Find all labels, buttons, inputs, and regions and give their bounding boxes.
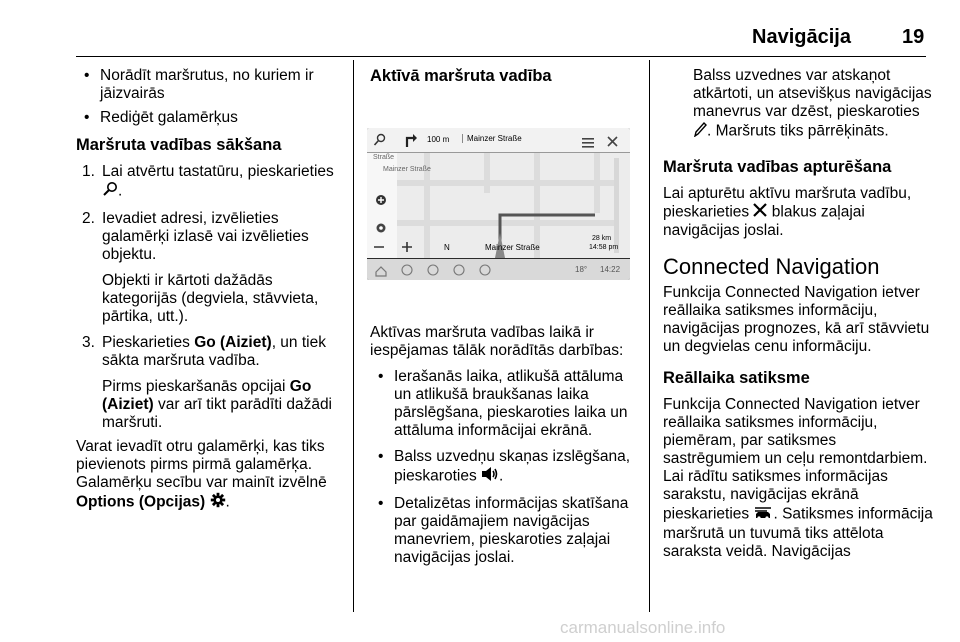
pencil-icon [693, 121, 707, 142]
step-number: 2. [82, 210, 95, 227]
arrival-time: 14:58 pm [589, 244, 619, 251]
step-text: , un tiek sākta maršruta vadība. [102, 334, 326, 369]
search-icon [102, 181, 118, 202]
close-icon [753, 203, 767, 222]
left-column [76, 67, 342, 513]
next-street: Mainzer Straße [462, 134, 522, 143]
bullet-item: • Rediģēt galamērķus [76, 109, 342, 127]
remaining-distance: 28 km [592, 235, 612, 242]
go-option-label: Go (Aiziet) [102, 378, 312, 413]
header-title: Navigācija [752, 26, 851, 48]
maneuver-distance: 100 m [427, 135, 450, 144]
paragraph: Funkcija Connected Navigation ietver reāllaika satiksmes informāciju, navigācijas prognozes, kā arī stāvvietu un degvielas cenu informāciju. [663, 284, 930, 355]
step-text: Pieskarieties [102, 334, 195, 351]
paragraph-text: Lai apturētu aktīvu maršruta vadību, pieskarieties [663, 185, 912, 221]
paragraph [663, 396, 935, 561]
paragraph [663, 67, 935, 142]
zoom-out-icon [373, 240, 385, 258]
paragraph: Varat ievadīt otru galamērķi, kas tiks pievienots pirms pirmā galamērķa. Galamērķu secību var mainīt izvēlnē Options (Opcijas) . [76, 438, 342, 513]
step-1: 1. Lai atvērtu tastatūru, pieskarieties . [76, 163, 342, 202]
paragraph-text: . Satiksmes informācija maršrutā un tuvumā tiks attēlota saraksta veidā. Navigācijas [663, 505, 933, 560]
map-label: Mainzer Straße [383, 166, 431, 173]
page-number: 19 [902, 26, 925, 48]
map-label: Straße [373, 154, 395, 161]
paragraph-text: . Maršruts tiks pārrēķināts. [707, 122, 889, 140]
home-icon [375, 264, 387, 280]
note-text: var arī tikt parādīti dažādi maršruti. [102, 396, 333, 431]
paragraph-text: blakus zaļajai navigācijas joslai. [663, 203, 865, 239]
bullet-item: • Balss uzvedņu skaņas izslēgšana, pieskaroties . [370, 448, 642, 487]
middle-column-text [370, 324, 642, 567]
projection-icon [479, 263, 491, 280]
turn-right-icon [404, 132, 418, 153]
phone-icon [427, 263, 439, 280]
step-2 [76, 210, 342, 264]
paragraph: Aktīvas maršruta vadības laikā ir iespējamas tālāk norādītās darbības: [370, 324, 624, 359]
screenshot-bottombar [367, 259, 630, 280]
close-icon [607, 134, 618, 152]
column-divider-1 [353, 60, 354, 612]
step-3 [76, 334, 342, 370]
bullet-item: • Ierašanās laika, atlikušā attāluma un atlikušā braukšanas laika pārslēgšana, pieskaroties laika un attāluma informācijai ekrānā. [370, 368, 642, 440]
section-heading: Reāllaika satiksme [663, 369, 810, 387]
chapter-heading: Connected Navigation [663, 254, 880, 279]
section-heading: Aktīvā maršruta vadība [370, 67, 552, 85]
note-text: Pirms pieskaršanās opcijai [102, 378, 290, 395]
settings-icon [375, 221, 387, 239]
screenshot-topbar [367, 128, 630, 153]
options-label: Options (Opcijas) [76, 493, 206, 511]
current-street: Mainzer Straße [485, 243, 540, 252]
speaker-icon [481, 466, 499, 487]
bullet-text: Balss uzvedņu skaņas izslēgšana, pieskaroties [394, 448, 631, 485]
step-2-note: Objekti ir kārtoti dažādās kategorijās (degviela, stāvvieta, pārtika, utt.). [102, 272, 319, 325]
outside-temperature: 18° [575, 265, 588, 274]
paragraph [663, 185, 935, 240]
clock: 14:22 [600, 265, 621, 274]
step-number: 3. [82, 334, 95, 351]
section-heading: Maršruta vadības apturēšana [663, 158, 892, 176]
zoom-in-icon [375, 193, 387, 211]
watermark: carmanualsonline.info [560, 618, 726, 637]
header-rule [76, 56, 926, 57]
paragraph-text: Varat ievadīt otru galamērķi, kas tiks pievienots pirms pirmā galamērķa. Galamērķu secību var mainīt izvēlnē [76, 438, 327, 491]
music-icon [401, 263, 413, 280]
step-3-note [76, 378, 342, 432]
navigation-icon [453, 263, 465, 280]
traffic-car-icon [753, 504, 773, 525]
plus-icon [401, 240, 413, 258]
step-number: 1. [82, 163, 95, 180]
bullet-item: • Norādīt maršrutus, no kuriem ir jāizvairās [76, 67, 342, 103]
bullet-item: • Detalizētas informācijas skatīšana par gaidāmajiem navigācijas manevriem, pieskaroties zaļajai navigācijas joslai. [370, 495, 642, 567]
search-icon [373, 133, 387, 152]
right-column [663, 67, 935, 561]
middle-column [370, 67, 642, 85]
compass-heading: N [444, 243, 450, 252]
step-text: Ievadiet adresi, izvēlieties galamērķi izlasē vai izvēlieties objektu. [102, 210, 309, 263]
paragraph-text: Balss uzvednes var atskaņot atkārtoti, un atsevišķus navigācijas manevrus var dzēst, pieskaroties [693, 67, 932, 120]
navigation-screenshot [367, 128, 630, 280]
paragraph-text: Funkcija Connected Navigation ietver reāllaika satiksmes informāciju, piemēram, par satiksmes sastrēgumiem un ceļu remontdarbiem. Lai rādītu satiksmes informācijas sarakstu, navigācijas ekrānā pieskarieties [663, 396, 928, 523]
section-heading: Maršruta vadības sākšana [76, 136, 282, 154]
column-divider-2 [649, 60, 650, 612]
gear-icon [210, 492, 226, 513]
go-option-label: Go (Aiziet) [194, 334, 272, 351]
step-text: Lai atvērtu tastatūru, pieskarieties [102, 163, 334, 180]
list-icon [582, 135, 594, 153]
